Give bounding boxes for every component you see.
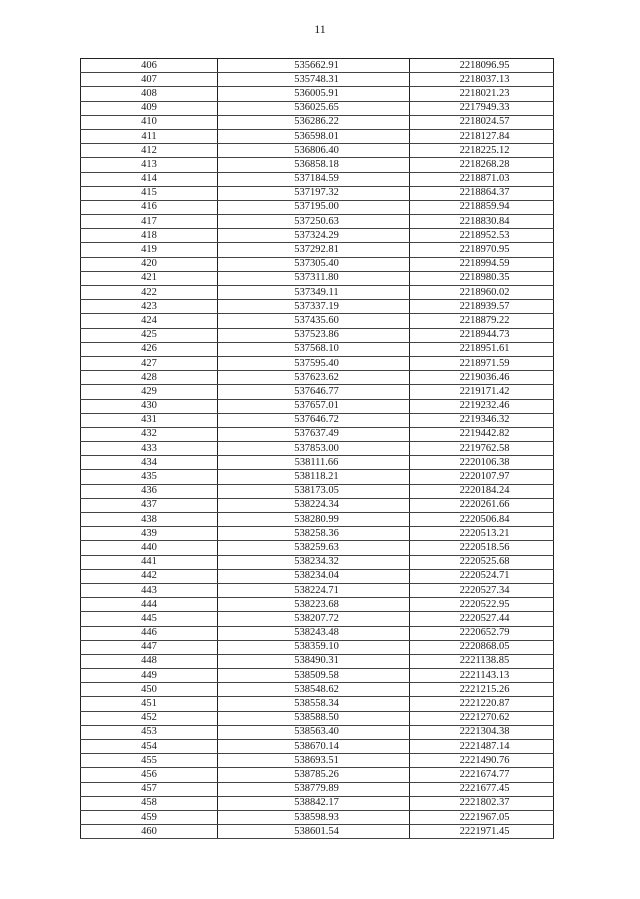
x-coordinate-cell: 538173.05 [218,484,410,498]
table-row [81,442,554,456]
y-coordinate-cell: 2220513.21 [410,527,554,541]
point-number-cell: 441 [81,555,218,569]
table-row [81,768,554,782]
table-row [81,782,554,796]
point-number-cell: 433 [81,442,218,456]
y-coordinate-cell: 2220524.71 [410,569,554,583]
coordinates-table [80,58,554,839]
table-row [81,683,554,697]
y-coordinate-cell: 2221487.14 [410,740,554,754]
y-coordinate-cell: 2221674.77 [410,768,554,782]
x-coordinate-cell: 538359.10 [218,640,410,654]
table-row [81,725,554,739]
point-number-cell: 458 [81,796,218,810]
y-coordinate-cell: 2221138.85 [410,654,554,668]
y-coordinate-cell: 2217949.33 [410,101,554,115]
table-row [81,243,554,257]
table-row [81,498,554,512]
y-coordinate-cell: 2219036.46 [410,371,554,385]
y-coordinate-cell: 2218021.23 [410,87,554,101]
x-coordinate-cell: 537657.01 [218,399,410,413]
x-coordinate-cell: 538224.71 [218,583,410,597]
y-coordinate-cell: 2218830.84 [410,215,554,229]
y-coordinate-cell: 2221677.45 [410,782,554,796]
point-number-cell: 415 [81,186,218,200]
point-number-cell: 457 [81,782,218,796]
point-number-cell: 451 [81,697,218,711]
y-coordinate-cell: 2220527.44 [410,612,554,626]
point-number-cell: 422 [81,286,218,300]
point-number-cell: 413 [81,158,218,172]
point-number-cell: 420 [81,257,218,271]
page-number: 11 [314,22,326,36]
x-coordinate-cell: 536025.65 [218,101,410,115]
point-number-cell: 426 [81,342,218,356]
point-number-cell: 429 [81,385,218,399]
point-number-cell: 438 [81,513,218,527]
y-coordinate-cell: 2218970.95 [410,243,554,257]
y-coordinate-cell: 2221215.26 [410,683,554,697]
point-number-cell: 454 [81,740,218,754]
table-row [81,484,554,498]
table-row [81,129,554,143]
x-coordinate-cell: 538779.89 [218,782,410,796]
point-number-cell: 439 [81,527,218,541]
table-row [81,300,554,314]
y-coordinate-cell: 2218864.37 [410,186,554,200]
table-row [81,87,554,101]
x-coordinate-cell: 538548.62 [218,683,410,697]
table-row [81,271,554,285]
table-row [81,427,554,441]
y-coordinate-cell: 2221270.62 [410,711,554,725]
x-coordinate-cell: 538111.66 [218,456,410,470]
y-coordinate-cell: 2218971.59 [410,356,554,370]
y-coordinate-cell: 2220522.95 [410,598,554,612]
x-coordinate-cell: 538601.54 [218,825,410,839]
x-coordinate-cell: 536806.40 [218,144,410,158]
point-number-cell: 445 [81,612,218,626]
table-row [81,810,554,824]
table-row [81,569,554,583]
point-number-cell: 446 [81,626,218,640]
table-row [81,328,554,342]
x-coordinate-cell: 537324.29 [218,229,410,243]
x-coordinate-cell: 538259.63 [218,541,410,555]
table-row [81,413,554,427]
y-coordinate-cell: 2218944.73 [410,328,554,342]
y-coordinate-cell: 2221490.76 [410,754,554,768]
x-coordinate-cell: 537853.00 [218,442,410,456]
x-coordinate-cell: 538207.72 [218,612,410,626]
x-coordinate-cell: 537195.00 [218,200,410,214]
point-number-cell: 410 [81,115,218,129]
table-row [81,314,554,328]
point-number-cell: 414 [81,172,218,186]
table-row [81,356,554,370]
table-row [81,583,554,597]
y-coordinate-cell: 2219171.42 [410,385,554,399]
point-number-cell: 443 [81,583,218,597]
x-coordinate-cell: 537349.11 [218,286,410,300]
point-number-cell: 416 [81,200,218,214]
y-coordinate-cell: 2220518.56 [410,541,554,555]
point-number-cell: 444 [81,598,218,612]
point-number-cell: 440 [81,541,218,555]
point-number-cell: 437 [81,498,218,512]
x-coordinate-cell: 537197.32 [218,186,410,200]
point-number-cell: 409 [81,101,218,115]
x-coordinate-cell: 538598.93 [218,810,410,824]
x-coordinate-cell: 536005.91 [218,87,410,101]
x-coordinate-cell: 538118.21 [218,470,410,484]
point-number-cell: 411 [81,129,218,143]
x-coordinate-cell: 537435.60 [218,314,410,328]
table-row [81,640,554,654]
x-coordinate-cell: 537595.40 [218,356,410,370]
x-coordinate-cell: 538224.34 [218,498,410,512]
y-coordinate-cell: 2218859.94 [410,200,554,214]
table-row [81,385,554,399]
table-row [81,158,554,172]
table-row [81,612,554,626]
table-row [81,371,554,385]
table-row [81,73,554,87]
table-row [81,541,554,555]
x-coordinate-cell: 537523.86 [218,328,410,342]
y-coordinate-cell: 2220525.68 [410,555,554,569]
point-number-cell: 418 [81,229,218,243]
table-row [81,669,554,683]
table-row [81,711,554,725]
x-coordinate-cell: 537292.81 [218,243,410,257]
y-coordinate-cell: 2218037.13 [410,73,554,87]
table-row [81,513,554,527]
point-number-cell: 448 [81,654,218,668]
y-coordinate-cell: 2219346.32 [410,413,554,427]
point-number-cell: 425 [81,328,218,342]
table-row [81,527,554,541]
point-number-cell: 452 [81,711,218,725]
x-coordinate-cell: 538558.34 [218,697,410,711]
table-row [81,399,554,413]
y-coordinate-cell: 2218225.12 [410,144,554,158]
point-number-cell: 417 [81,215,218,229]
table-row [81,286,554,300]
x-coordinate-cell: 537184.59 [218,172,410,186]
table-row [81,754,554,768]
table-row [81,186,554,200]
y-coordinate-cell: 2221971.45 [410,825,554,839]
x-coordinate-cell: 538509.58 [218,669,410,683]
point-number-cell: 421 [81,271,218,285]
point-number-cell: 442 [81,569,218,583]
y-coordinate-cell: 2220106.38 [410,456,554,470]
x-coordinate-cell: 538280.99 [218,513,410,527]
x-coordinate-cell: 537646.77 [218,385,410,399]
point-number-cell: 449 [81,669,218,683]
x-coordinate-cell: 538842.17 [218,796,410,810]
y-coordinate-cell: 2220652.79 [410,626,554,640]
y-coordinate-cell: 2218951.61 [410,342,554,356]
table-row [81,825,554,839]
point-number-cell: 460 [81,825,218,839]
table-row [81,229,554,243]
x-coordinate-cell: 537311.80 [218,271,410,285]
y-coordinate-cell: 2221802.37 [410,796,554,810]
point-number-cell: 428 [81,371,218,385]
y-coordinate-cell: 2220107.97 [410,470,554,484]
y-coordinate-cell: 2218980.35 [410,271,554,285]
point-number-cell: 412 [81,144,218,158]
x-coordinate-cell: 536286.22 [218,115,410,129]
table-row [81,796,554,810]
point-number-cell: 431 [81,413,218,427]
y-coordinate-cell: 2218871.03 [410,172,554,186]
point-number-cell: 447 [81,640,218,654]
point-number-cell: 432 [81,427,218,441]
point-number-cell: 427 [81,356,218,370]
y-coordinate-cell: 2218879.22 [410,314,554,328]
point-number-cell: 436 [81,484,218,498]
point-number-cell: 455 [81,754,218,768]
y-coordinate-cell: 2218024.57 [410,115,554,129]
x-coordinate-cell: 537568.10 [218,342,410,356]
table-row [81,697,554,711]
x-coordinate-cell: 538785.26 [218,768,410,782]
y-coordinate-cell: 2220506.84 [410,513,554,527]
x-coordinate-cell: 537646.72 [218,413,410,427]
table-row [81,598,554,612]
table-row [81,740,554,754]
y-coordinate-cell: 2220527.34 [410,583,554,597]
y-coordinate-cell: 2221220.87 [410,697,554,711]
x-coordinate-cell: 538243.48 [218,626,410,640]
x-coordinate-cell: 536858.18 [218,158,410,172]
x-coordinate-cell: 538234.32 [218,555,410,569]
x-coordinate-cell: 538490.31 [218,654,410,668]
x-coordinate-cell: 538234.04 [218,569,410,583]
x-coordinate-cell: 537250.63 [218,215,410,229]
table-row [81,215,554,229]
x-coordinate-cell: 535748.31 [218,73,410,87]
x-coordinate-cell: 535662.91 [218,59,410,73]
point-number-cell: 423 [81,300,218,314]
table-row [81,626,554,640]
point-number-cell: 430 [81,399,218,413]
table-row [81,200,554,214]
x-coordinate-cell: 537305.40 [218,257,410,271]
point-number-cell: 424 [81,314,218,328]
y-coordinate-cell: 2219232.46 [410,399,554,413]
y-coordinate-cell: 2221143.13 [410,669,554,683]
point-number-cell: 450 [81,683,218,697]
point-number-cell: 453 [81,725,218,739]
table-row [81,59,554,73]
y-coordinate-cell: 2220261.66 [410,498,554,512]
point-number-cell: 435 [81,470,218,484]
table-row [81,101,554,115]
table-row [81,470,554,484]
point-number-cell: 456 [81,768,218,782]
y-coordinate-cell: 2218960.02 [410,286,554,300]
point-number-cell: 408 [81,87,218,101]
point-number-cell: 434 [81,456,218,470]
y-coordinate-cell: 2218994.59 [410,257,554,271]
table-row [81,257,554,271]
point-number-cell: 459 [81,810,218,824]
y-coordinate-cell: 2218127.84 [410,129,554,143]
point-number-cell: 419 [81,243,218,257]
point-number-cell: 407 [81,73,218,87]
x-coordinate-cell: 537637.49 [218,427,410,441]
y-coordinate-cell: 2218268.28 [410,158,554,172]
table-row [81,115,554,129]
y-coordinate-cell: 2218939.57 [410,300,554,314]
table-row [81,555,554,569]
x-coordinate-cell: 538223.68 [218,598,410,612]
y-coordinate-cell: 2221304.38 [410,725,554,739]
x-coordinate-cell: 537337.19 [218,300,410,314]
y-coordinate-cell: 2218952.53 [410,229,554,243]
y-coordinate-cell: 2221967.05 [410,810,554,824]
y-coordinate-cell: 2220868.05 [410,640,554,654]
x-coordinate-cell: 538588.50 [218,711,410,725]
table-row [81,342,554,356]
y-coordinate-cell: 2219442.82 [410,427,554,441]
y-coordinate-cell: 2219762.58 [410,442,554,456]
x-coordinate-cell: 538258.36 [218,527,410,541]
table-row [81,144,554,158]
x-coordinate-cell: 536598.01 [218,129,410,143]
x-coordinate-cell: 538670.14 [218,740,410,754]
table-row [81,456,554,470]
x-coordinate-cell: 538563.40 [218,725,410,739]
y-coordinate-cell: 2220184.24 [410,484,554,498]
point-number-cell: 406 [81,59,218,73]
x-coordinate-cell: 537623.62 [218,371,410,385]
y-coordinate-cell: 2218096.95 [410,59,554,73]
table-row [81,654,554,668]
coordinates-table-body [81,59,554,839]
x-coordinate-cell: 538693.51 [218,754,410,768]
table-row [81,172,554,186]
